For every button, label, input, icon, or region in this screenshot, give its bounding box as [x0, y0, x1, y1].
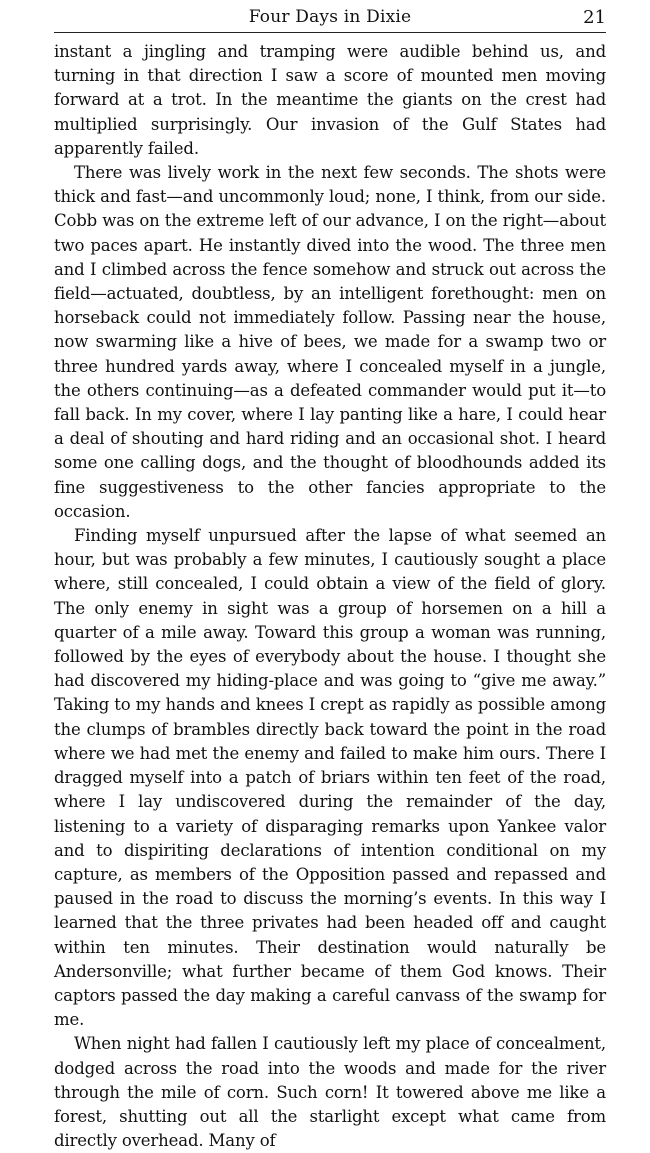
page-header	[54, 4, 606, 33]
running-title: Four Days in Dixie	[248, 7, 412, 27]
page-number: 21	[583, 7, 606, 28]
body-text	[54, 40, 606, 1153]
paragraph: When night had fallen I cautiously left my place of concealment, dodged across the road into the woods and made for the river through the mile of corn. Such corn! It towered above me like a forest, shutting out all the starlight except what came from directly overhead. Many of	[54, 1034, 606, 1151]
paragraph: instant a jingling and tramping were audible behind us, and turning in that direction I saw a score of mounted men moving forward at a trot. In the meantime the giants on the crest had multiplied surprisingly. Our invasion of the Gulf States had apparently failed.	[54, 42, 606, 158]
paragraph: Finding myself unpursued after the lapse of what seemed an hour, but was probably a few minutes, I cautiously sought a place where, still concealed, I could obtain a view of the field of glory. The only enemy in sight was a group of horsemen on a hill a quarter of a mile away. Toward this group a woman was running, followed by the eyes of everybody about the house. I thought she had discovered my hiding-place and was going to “give me away.” Taking to my hands and knees I crept as rapidly as possible among the clumps of brambles directly back toward the point in the road where we had met the enemy and failed to make him ours. There I dragged myself into a patch of briars within ten feet of the road, where I lay undiscovered during the remainder of the day, listening to a variety of disparaging remarks upon Yankee valor and to dispiriting declarations of intention conditional on my capture, as members of the Opposition passed and repassed and paused in the road to discuss the morning’s events. In this way I learned that the three privates had been headed off and caught within ten minutes. Their destination would naturally be Andersonville; what further became of them God knows. Their captors passed the day making a careful canvass of the swamp for me.	[54, 526, 606, 1030]
paragraph: There was lively work in the next few seconds. The shots were thick and fast—and uncommonly loud; none, I think, from our side. Cobb was on the extreme left of our advance, I on the right—about two paces apart. He instantly dived into the wood. The three men and I climbed across the fence somehow and struck out across the field—actuated, doubtless, by an intelligent forethought: men on horseback could not immediately follow. Passing near the house, now swarming like a hive of bees, we made for a swamp two or three hundred yards away, where I concealed myself in a jungle, the others continuing—as a defeated commander would put it—to fall back. In my cover, where I lay panting like a hare, I could hear a deal of shouting and hard riding and an occasional shot. I heard some one calling dogs, and the thought of bloodhounds added its fine suggestiveness to the other fancies appropriate to the occasion.	[54, 163, 606, 521]
